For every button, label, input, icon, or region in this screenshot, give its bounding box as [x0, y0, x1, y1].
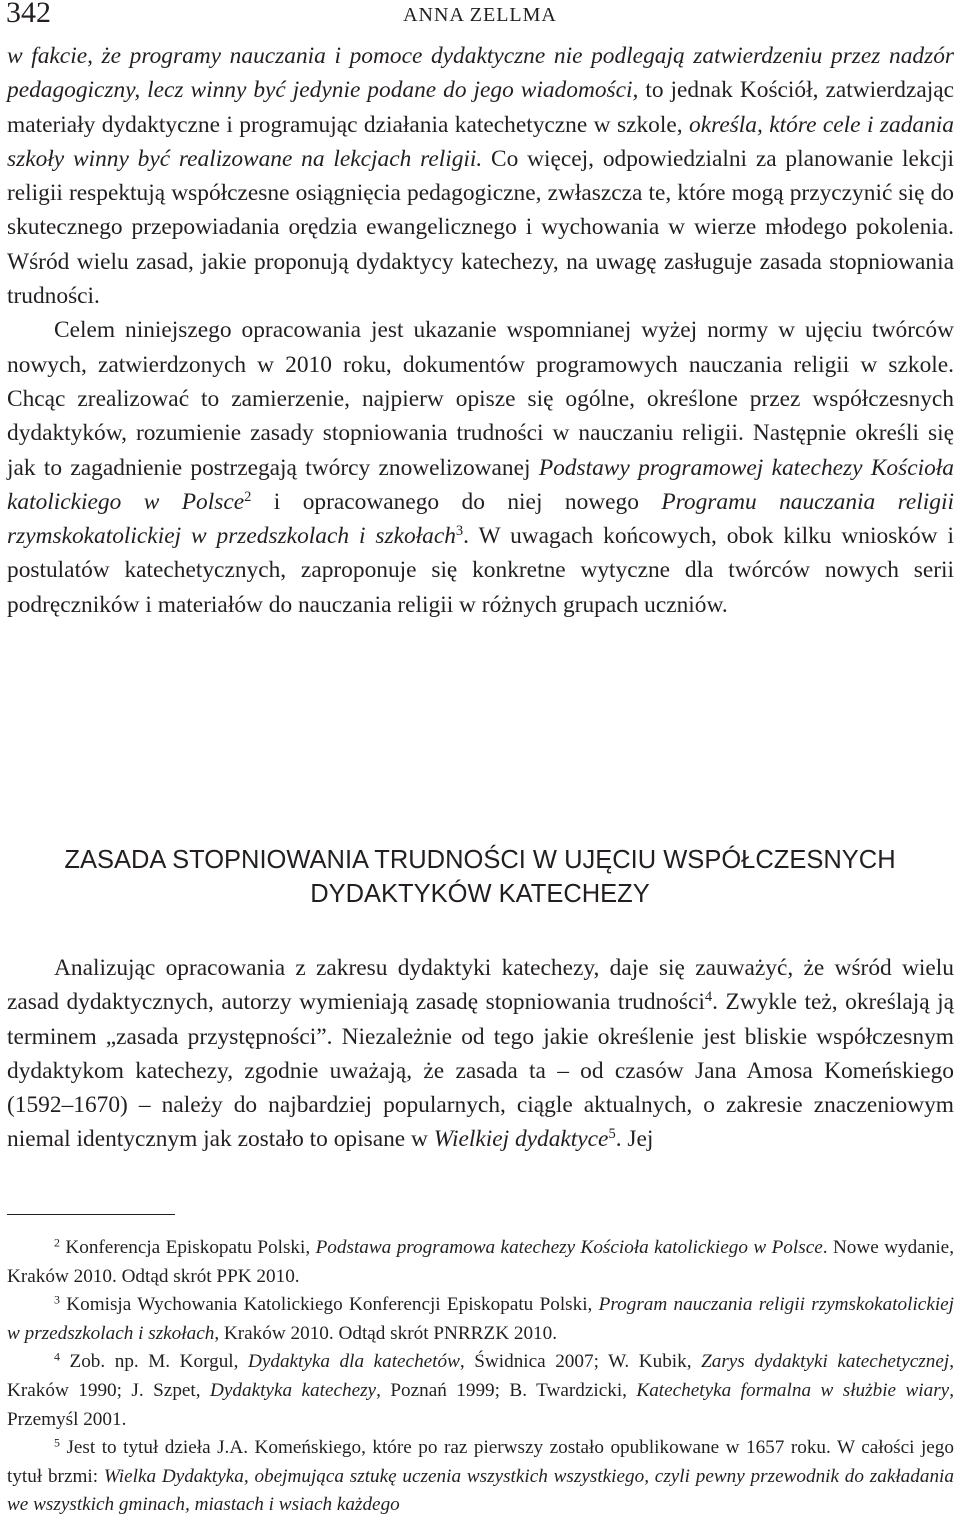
footnote-marker: 4	[704, 989, 713, 1006]
italic-text-run: Dydaktyka dla katechetów	[247, 1351, 460, 1373]
text-run: . Zwykle też, określają ją terminem „zasada przystępności”. Niezależnie od tego jakie określenie jest bliskie współczesnym dydaktykom katechezy, zgodnie uważają, że zasada ta – od czasów Jana Amosa Komeńskiego (1592–1670) – należy do najbardziej popularnych, ciągle aktualnych, o zakresie znaczeniowym niemal identycznym jak zostało to opisane w	[7, 989, 954, 1153]
italic-text-run: Podstawy programowej katechezy Kościoła katolickiego w Polsce	[7, 454, 954, 515]
text-run: Zob. np. M. Korgul,	[59, 1351, 248, 1373]
italic-text-run: Programu nauczania religii rzymskokatolickiej w przedszkolach i szkołach	[7, 488, 954, 550]
text-run: , Świdnica 2007; W. Kubik,	[459, 1351, 702, 1373]
text-run: Jest to tytuł dzieła J.A. Komeńskiego, które po raz pierwszy zostało opublikowane w 1657 roku. W całości jego tytuł brzmi:	[7, 1437, 954, 1487]
page-header	[0, 0, 960, 34]
footnote-5	[7, 1434, 954, 1520]
section-heading-line-1: ZASADA STOPNIOWANIA TRUDNOŚCI W UJĘCIU WSPÓŁCZESNYCH	[64, 846, 896, 874]
paragraph-aim	[7, 313, 954, 622]
paragraph-intro-continuation	[7, 39, 954, 313]
footnote-marker: 5	[608, 1126, 616, 1143]
footnote-marker: 2	[54, 1235, 60, 1250]
text-run: Konferencja Episkopatu Polski,	[59, 1237, 316, 1258]
text-run: i opracowanego do niej nowego	[251, 488, 662, 515]
section-text-block	[7, 951, 954, 1157]
italic-text-run: Katechetyka formalna w służbie wiary	[636, 1379, 950, 1401]
footnotes	[7, 1234, 954, 1520]
section-heading	[0, 843, 960, 911]
text-run: Celem niniejszego opracowania jest ukazanie wspomnianej wyżej normy w ujęciu twórców nowych, zatwierdzonych w 2010 roku, dokumentów programowych nauczania religii w szkole. Chcąc zrealizować to zamierzenie, najpierw opisze się ogólne, określone przez współczesnych dydaktyków, rozumienie zasady stopniowania trudności w nauczaniu religii. Następnie określi się jak to zagadnienie postrzegają twórcy znowelizowanej	[7, 317, 954, 481]
text-run: . Nowe wydanie, Kraków 2010. Odtąd skrót PPK 2010.	[7, 1237, 954, 1287]
text-run: , Kraków 2010. Odtąd skrót PNRRZK 2010.	[214, 1322, 558, 1344]
italic-text-run: Podstawa programowa katechezy Kościoła katolickiego w Polsce	[315, 1237, 823, 1258]
text-run: , Kraków 1990; J. Szpet,	[7, 1351, 955, 1401]
footnote-marker: 2	[244, 488, 252, 505]
footnote-2	[7, 1234, 954, 1291]
text-run: , Poznań 1999; B. Twardzicki,	[376, 1379, 637, 1401]
text-run: Analizując opracowania z zakresu dydaktyki katechezy, daje się zauważyć, że wśród wielu zasad dydaktycznych, autorzy wymieniają zasadę stopniowania trudności	[7, 955, 954, 1016]
text-run: . W uwagach końcowych, obok kilku wniosków i postulatów katechetycznych, zaproponuje się konkretne wytyczne dla twórców nowych serii podręczników i materiałów do nauczania religii w różnych grupach uczniów.	[7, 523, 954, 618]
italic-text-run: Zarys dydaktyki katechetycznej	[701, 1351, 950, 1373]
text-run: Co więcej, odpowiedzialni za planowanie lekcji religii respektują współczesne osiągnięcia pedagogiczne, zwłaszcza te, które mogą przyczynić się do skutecznego przepowiadania orędzia ewangelicznego i wychowania w wierze młodego pokolenia. Wśród wielu zasad, jakie proponują dydaktycy katechezy, na uwagę zasługuje zasada stopniowania trudności.	[7, 145, 954, 310]
italic-text-run: Wielka Dydaktyka, obejmująca sztukę uczenia wszystkich wszystkiego, czyli pewny przewodnik do zakładania we wszystkich gminach, miastach i wsiach każdego	[7, 1465, 954, 1516]
section-heading-line-2: DYDAKTYKÓW KATECHEZY	[310, 880, 650, 908]
page-number: 342	[6, 0, 51, 29]
footnote-marker: 3	[54, 1292, 60, 1307]
text-run: to jednak Kościół, zatwierdzając materiały dydaktyczne i programując działania katechetyczne w szkole,	[7, 77, 954, 138]
main-text-block	[7, 39, 954, 622]
paragraph-section-body	[7, 951, 954, 1157]
footnote-marker: 3	[455, 523, 464, 540]
italic-text-run: w fakcie, że programy nauczania i pomoce dydaktyczne nie podlegają zatwierdzeniu przez nadzór pedagogiczny, lecz winny być jedynie podane do jego wiadomości,	[7, 43, 954, 104]
italic-text-run: określa, które cele i zadania szkoły winny być realizowane na lekcjach religii.	[7, 111, 954, 172]
italic-text-run: Dydaktyka katechezy	[210, 1379, 377, 1401]
footnote-separator-rule	[7, 1214, 175, 1215]
footnote-marker: 4	[54, 1349, 60, 1364]
footnote-marker: 5	[54, 1435, 60, 1450]
footnote-3	[7, 1291, 954, 1348]
running-head-author: ANNA ZELLMA	[403, 4, 557, 26]
text-run: , Przemyśl 2001.	[7, 1379, 954, 1430]
footnote-4	[7, 1348, 954, 1434]
text-run: Komisja Wychowania Katolickiego Konferencji Episkopatu Polski,	[59, 1294, 599, 1316]
italic-text-run: Wielkiej dydaktyce	[433, 1126, 609, 1153]
italic-text-run: Program nauczania religii rzymskokatolickiej w przedszkolach i szkołach	[7, 1294, 955, 1344]
text-run: . Jej	[615, 1126, 654, 1153]
